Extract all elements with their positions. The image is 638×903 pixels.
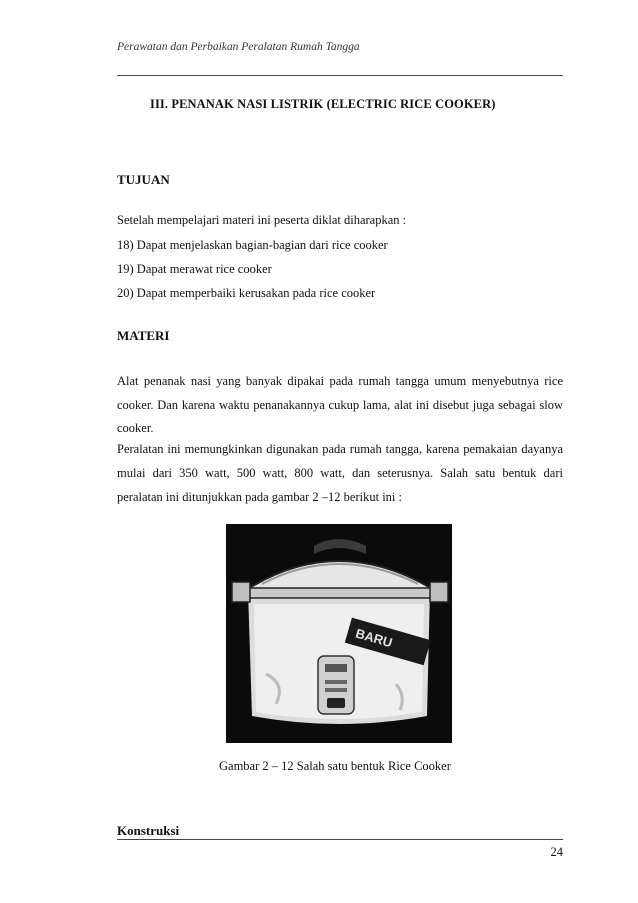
tujuan-item: 19) Dapat merawat rice cooker (117, 262, 272, 276)
figure-caption: Gambar 2 – 12 Salah satu bentuk Rice Cooker (219, 759, 451, 773)
section-heading-materi: MATERI (117, 328, 170, 343)
rice-cooker-illustration (226, 524, 452, 743)
header-rule (117, 75, 563, 76)
running-header: Perawatan dan Perbaikan Peralatan Rumah Tangga (117, 41, 360, 53)
section-heading-tujuan: TUJUAN (117, 172, 170, 187)
materi-line: Alat penanak nasi yang banyak dipakai pada rumah tangga umum menyebutnya rice (117, 374, 563, 388)
figure-label: BARU (353, 625, 395, 651)
rice-cooker-figure (226, 524, 452, 743)
footer-rule (117, 839, 563, 840)
page-number: 24 (550, 845, 563, 859)
section-heading-konstruksi: Konstruksi (117, 823, 180, 838)
tujuan-item: 20) Dapat memperbaiki kerusakan pada rice cooker (117, 286, 376, 300)
materi-line: peralatan ini ditunjukkan pada gambar 2 –12 berikut ini : (117, 490, 402, 504)
materi-line: cooker. (117, 421, 154, 435)
materi-line: Peralatan ini memungkinkan digunakan pada rumah tangga, karena pemakaian dayanya (117, 442, 563, 456)
tujuan-item: 18) Dapat menjelaskan bagian-bagian dari rice cooker (117, 238, 388, 252)
chapter-title: III. PENANAK NASI LISTRIK (ELECTRIC RICE COOKER) (150, 97, 496, 111)
materi-line: mulai dari 350 watt, 500 watt, 800 watt, dan seterusnya. Salah satu bentuk dari (117, 466, 563, 480)
tujuan-intro: Setelah mempelajari materi ini peserta diklat diharapkan : (117, 213, 407, 227)
materi-line: cooker. Dan karena waktu penanakannya cukup lama, alat ini disebut juga sebagai slow (117, 398, 563, 412)
